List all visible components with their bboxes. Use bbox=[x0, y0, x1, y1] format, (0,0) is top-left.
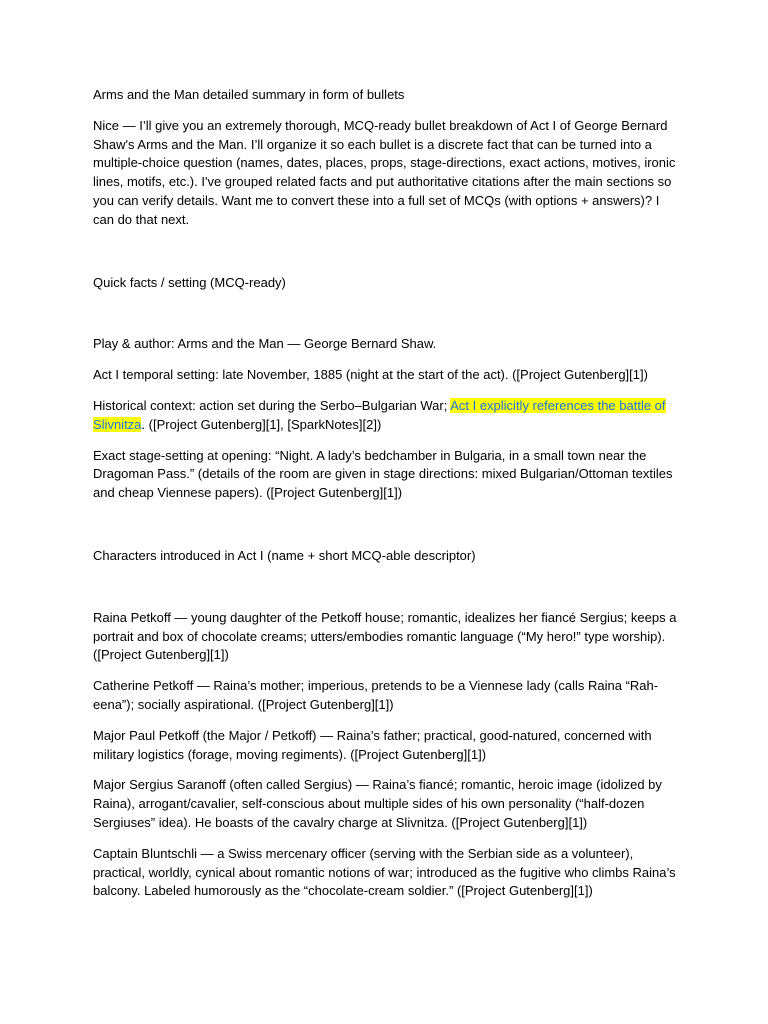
character-catherine: Catherine Petkoff — Raina’s mother; imperious, pretends to be a Viennese lady (calls Raina “Rah-eena”); socially aspirational. ([Project Gutenberg][1]) bbox=[93, 678, 659, 712]
spacer bbox=[93, 566, 679, 609]
historical-text-pre: Historical context: action set during the Serbo–Bulgarian War; bbox=[93, 397, 451, 413]
fact-stage-setting: Exact stage-setting at opening: “Night. A lady’s bedchamber in Bulgaria, in a small town near the Dragoman Pass.” (details of the room are given in stage directions: mixed Bulgarian/Ottoman textiles and cheap Viennese papers). ([Project Gutenberg][1]) bbox=[93, 447, 673, 501]
fact-temporal-setting: Act I temporal setting: late November, 1885 (night at the start of the act). ([Project Gutenberg][1]) bbox=[93, 367, 648, 383]
spacer bbox=[93, 242, 679, 274]
section-heading-quick-facts: Quick facts / setting (MCQ-ready) bbox=[93, 274, 286, 290]
character-paul: Major Paul Petkoff (the Major / Petkoff) — Raina’s father; practical, good-natured, concerned with military logistics (forage, moving regiments). ([Project Gutenberg][1]) bbox=[93, 727, 652, 762]
spacer bbox=[93, 515, 679, 547]
fact-play-author: Play & author: Arms and the Man — George Bernard Shaw. bbox=[93, 336, 437, 352]
character-bluntschli: Captain Bluntschli — a Swiss mercenary officer (serving with the Serbian side as a volunteer), practical, worldly, cynical about romantic notions of war; introduced as the fugitive who climbs Raina’s balcony. Labeled humorously as the “chocolate-cream soldier.” ([Project Gutenberg][1]) bbox=[93, 845, 676, 899]
character-raina: Raina Petkoff — young daughter of the Petkoff house; romantic, idealizes her fiancé Sergius; keeps a portrait and box of chocolate creams; utters/embodies romantic language (“My hero!” type worship). ([Project Gutenberg][1]) bbox=[93, 609, 677, 663]
document-title: Arms and the Man detailed summary in form of bullets bbox=[93, 87, 405, 102]
highlighted-text: Act I explicitly references the battle of Slivnitza bbox=[93, 397, 666, 432]
character-sergius: Major Sergius Saranoff (often called Sergius) — Raina’s fiancé; romantic, heroic image (idolized by Raina), arrogant/cavalier, self-conscious about multiple sides of his own personality (“half-dozen Sergiuses” idea). He boasts of the cavalry charge at Slivnitza. ([Project Gutenberg][1]) bbox=[93, 777, 662, 830]
document-page bbox=[93, 86, 679, 913]
spacer bbox=[93, 292, 679, 335]
intro-paragraph: Nice — I’ll give you an extremely thorough, MCQ-ready bullet breakdown of Act I of George Bernard Shaw's Arms and the Man. I’ll organize it so each bullet is a discrete fact that can be turned into a multiple-choice question (names, dates, places, props, stage-directions, exact actions, motives, ironic lines, motifs, etc.). I've grouped related facts and put authoritative citations after the main sections so you can verify details. Want me to convert these into a full set of MCQs (with options + answers)? I can do that next. bbox=[93, 117, 676, 227]
historical-text-post: . ([Project Gutenberg][1], [SparkNotes][2]) bbox=[141, 416, 382, 432]
section-heading-characters: Characters introduced in Act I (name + short MCQ-able descriptor) bbox=[93, 547, 476, 563]
fact-historical-context bbox=[93, 397, 679, 435]
